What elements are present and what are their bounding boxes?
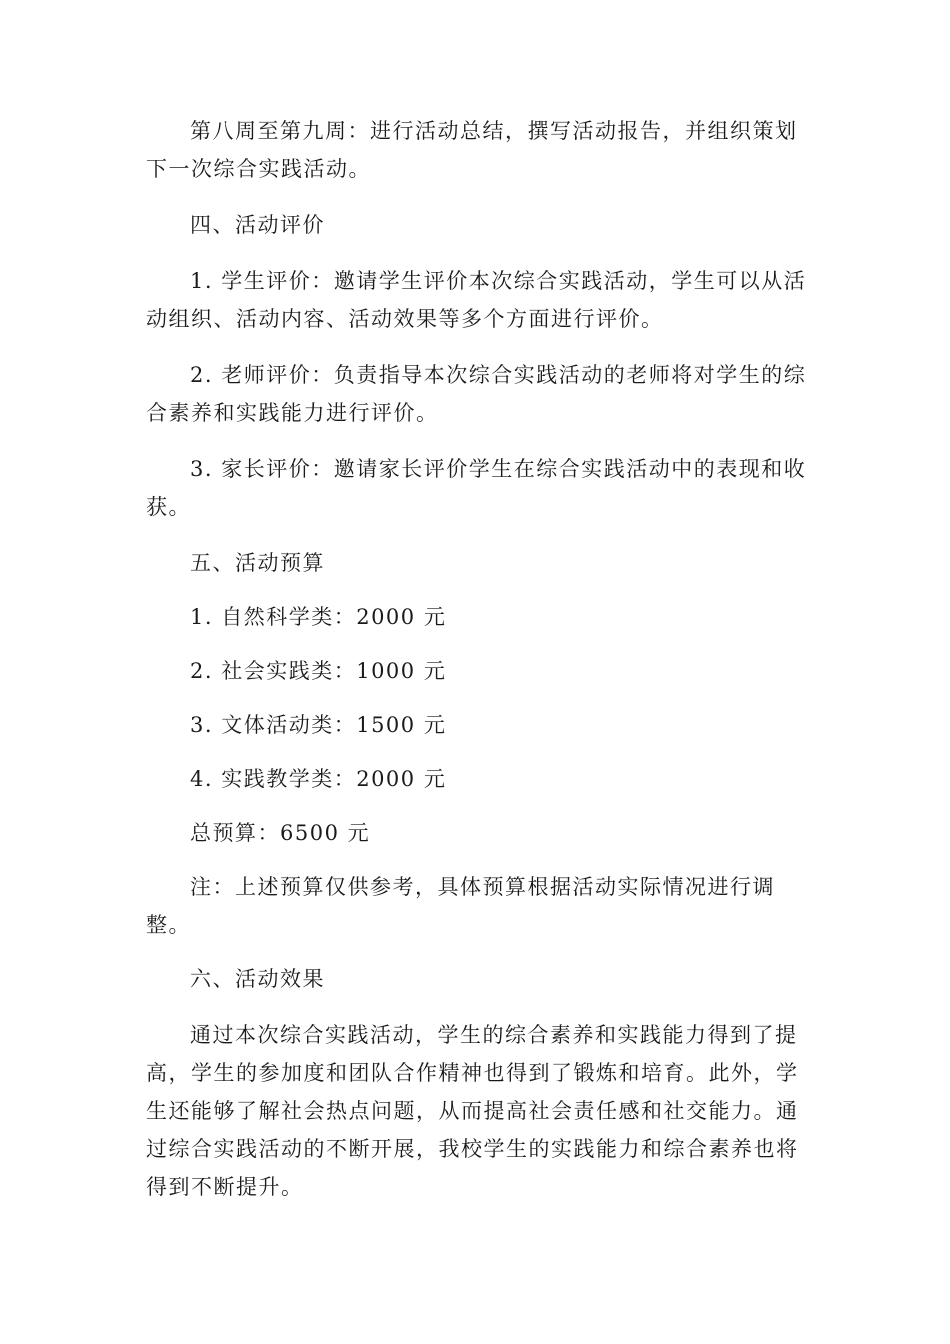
paragraph-schedule-week8-9: 第八周至第九周：进行活动总结，撰写活动报告，并组织策划下一次综合实践活动。 — [146, 119, 798, 181]
heading-activity-evaluation: 四、活动评价 — [190, 213, 325, 237]
budget-total: 总预算：6500 元 — [190, 821, 371, 845]
paragraph-teacher-evaluation: 2. 老师评价：负责指导本次综合实践活动的老师将对学生的综合素养和实践能力进行评价。 — [146, 363, 807, 425]
heading-activity-budget: 五、活动预算 — [190, 551, 325, 575]
budget-item-natural-science: 1. 自然科学类：2000 元 — [190, 605, 447, 629]
paragraph-student-evaluation: 1. 学生评价：邀请学生评价本次综合实践活动，学生可以从活动组织、活动内容、活动效果等多个方面进行评价。 — [146, 269, 807, 331]
heading-activity-effect: 六、活动效果 — [190, 967, 325, 991]
document-body — [146, 112, 814, 1206]
paragraph-activity-effect: 通过本次综合实践活动，学生的综合素养和实践能力得到了提高，学生的参加度和团队合作精神也得到了锻炼和培育。此外，学生还能够了解社会热点问题，从而提高社会责任感和社交能力。通过综合实践活动的不断开展，我校学生的实践能力和综合素养也将得到不断提升。 — [146, 1023, 799, 1199]
budget-item-practice-teaching: 4. 实践教学类：2000 元 — [190, 767, 447, 791]
budget-item-social-practice: 2. 社会实践类：1000 元 — [190, 659, 447, 683]
budget-note: 注：上述预算仅供参考，具体预算根据活动实际情况进行调整。 — [146, 875, 775, 937]
budget-item-sports-arts: 3. 文体活动类：1500 元 — [190, 713, 447, 737]
paragraph-parent-evaluation: 3. 家长评价：邀请家长评价学生在综合实践活动中的表现和收获。 — [146, 457, 807, 519]
